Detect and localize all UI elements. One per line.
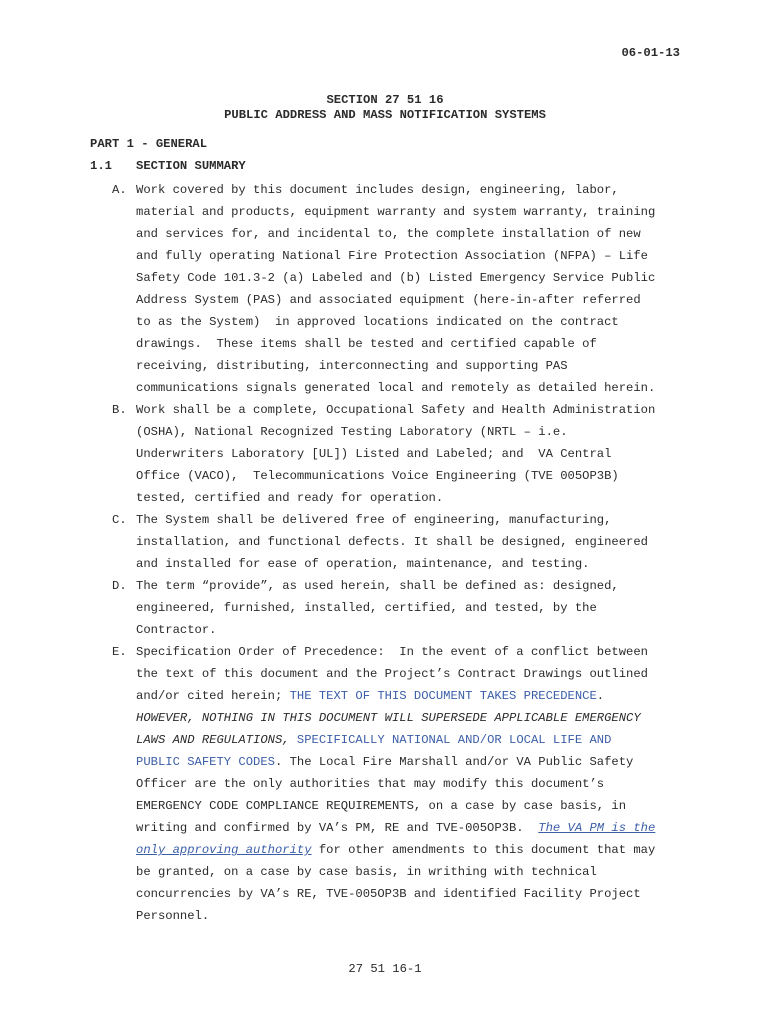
paragraph-line: drawings. These items shall be tested and certified capable of — [136, 337, 597, 351]
paragraph-a — [112, 179, 692, 399]
paragraph-letter: C. — [112, 513, 127, 527]
paragraph-line: material and products, equipment warranty and system warranty, training — [136, 205, 656, 219]
paragraph-line — [112, 817, 692, 839]
paragraph-line: Safety Code 101.3-2 (a) Labeled and (b) Listed Emergency Service Public — [136, 271, 656, 285]
paragraph-letter: B. — [112, 403, 127, 417]
paragraph-line: installation, and functional defects. It shall be designed, engineered — [136, 535, 648, 549]
paragraph-line: Specification Order of Precedence: In the event of a conflict between — [136, 645, 648, 659]
paragraph-letter: A. — [112, 183, 127, 197]
paragraph-line: communications signals generated local and remotely as detailed herein. — [136, 381, 656, 395]
paragraph-line: the text of this document and the Project’s Contract Drawings outlined — [136, 667, 648, 681]
paragraph-letter: E. — [112, 645, 127, 659]
paragraph-line: Address System (PAS) and associated equipment (here-in-after referred — [136, 293, 641, 307]
paragraph-b — [112, 399, 692, 509]
paragraph-line: tested, certified and ready for operation. — [136, 491, 444, 505]
paragraph-e — [112, 641, 692, 927]
paragraph-line: be granted, on a case by case basis, in writhing with technical — [136, 865, 597, 879]
codes-highlight: SPECIFICALLY NATIONAL AND/OR LOCAL LIFE AND — [289, 733, 612, 747]
paragraph-letter: D. — [112, 579, 127, 593]
paragraph-line: EMERGENCY CODE COMPLIANCE REQUIREMENTS, on a case by case basis, in — [136, 799, 627, 813]
line-text: writing and confirmed by VA’s PM, RE and TVE-005OP3B. — [136, 821, 539, 835]
paragraph-line: and fully operating National Fire Protection Association (NFPA) – Life — [136, 249, 648, 263]
paragraph-line — [112, 751, 692, 773]
subsection-heading — [90, 159, 246, 173]
approving-authority-highlight: only approving authority — [136, 843, 312, 857]
paragraph-line: HOWEVER, NOTHING IN THIS DOCUMENT WILL SUPERSEDE APPLICABLE EMERGENCY — [136, 711, 641, 725]
paragraph-line: concurrencies by VA’s RE, TVE-005OP3B and identified Facility Project — [136, 887, 641, 901]
paragraph-line: (OSHA), National Recognized Testing Laboratory (NRTL – i.e. — [136, 425, 568, 439]
paragraph-line: The System shall be delivered free of engineering, manufacturing, — [136, 513, 612, 527]
line-text: LAWS AND REGULATIONS, — [136, 733, 290, 747]
page-number: 27 51 16-1 — [348, 962, 422, 976]
paragraph-line: receiving, distributing, interconnecting and supporting PAS — [136, 359, 568, 373]
approving-authority-highlight: The VA PM is the — [538, 821, 656, 835]
paragraph-line — [112, 729, 692, 751]
paragraph-c — [112, 509, 692, 575]
paragraph-line: Contractor. — [136, 623, 217, 637]
paragraph-line: Work covered by this document includes design, engineering, labor, — [136, 183, 619, 197]
paragraph-line: Work shall be a complete, Occupational Safety and Health Administration — [136, 403, 656, 417]
paragraph-line — [112, 685, 692, 707]
line-text: and/or cited herein; — [136, 689, 290, 703]
paragraph-line: engineered, furnished, installed, certified, and tested, by the — [136, 601, 597, 615]
section-title: PUBLIC ADDRESS AND MASS NOTIFICATION SYSTEMS — [224, 108, 546, 122]
paragraph-line: and installed for ease of operation, maintenance, and testing. — [136, 557, 590, 571]
precedence-highlight: THE TEXT OF THIS DOCUMENT TAKES PRECEDENCE — [289, 689, 597, 703]
paragraph-line: to as the System) in approved locations indicated on the contract — [136, 315, 619, 329]
paragraph-line — [112, 839, 692, 861]
line-text: for other amendments to this document that may — [311, 843, 656, 857]
paragraph-line: Office (VACO), Telecommunications Voice Engineering (TVE 005OP3B) — [136, 469, 619, 483]
paragraph-line: Personnel. — [136, 909, 210, 923]
paragraph-d — [112, 575, 692, 641]
line-text: . The Local Fire Marshall and/or VA Public Safety — [274, 755, 634, 769]
codes-highlight: PUBLIC SAFETY CODES — [136, 755, 275, 769]
line-text: . — [596, 689, 605, 703]
header-date: 06-01-13 — [621, 46, 680, 60]
subsection-title: SECTION SUMMARY — [136, 159, 246, 173]
paragraph-line: and services for, and incidental to, the complete installation of new — [136, 227, 641, 241]
section-number: SECTION 27 51 16 — [326, 93, 444, 107]
paragraph-line: Underwriters Laboratory [UL]) Listed and Labeled; and VA Central — [136, 447, 612, 461]
paragraph-line: The term “provide”, as used herein, shall be defined as: designed, — [136, 579, 619, 593]
part-heading: PART 1 - GENERAL — [90, 137, 208, 151]
subsection-number: 1.1 — [90, 159, 112, 173]
paragraph-line: Officer are the only authorities that may modify this document’s — [136, 777, 605, 791]
